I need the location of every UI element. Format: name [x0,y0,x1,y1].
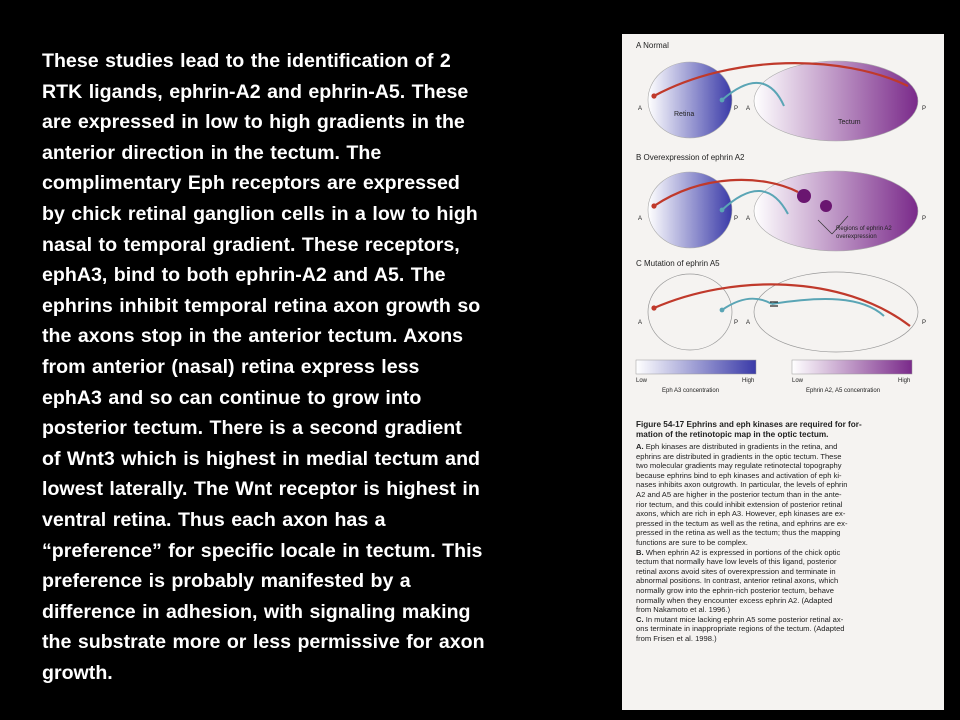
caption-section-marker: B. [636,547,644,557]
caption-line: rior tectum, and this could inhibit extension of posterior retinal [636,499,843,509]
text-line: difference in adhesion, with signaling making [42,600,471,623]
caption-line: from Nakamoto et al. 1996.) [636,605,731,615]
caption-line: axons, which are rich in eph A3. However, eph kinases are ex- [636,509,846,519]
caption-line: pressed in the tectum as well as the retina, and ephrins are ex- [636,518,848,528]
caption-section-marker: C. [636,614,644,624]
ephrin-overexpression-region [820,200,832,212]
text-line: These studies lead to the identification of 2 [42,50,451,72]
tectum-ellipse [754,61,918,141]
ephrin-gradient-bar [792,360,912,374]
figure-panel [622,34,944,710]
caption-line: ephrins are distributed in gradients in the optic tectum. These [636,451,842,461]
text-line: posterior tectum. There is a second gradient [42,417,462,440]
axon-soma [651,93,656,98]
text-line: preference is probably manifested by a [42,570,411,593]
retina-ellipse [648,62,732,138]
caption-line: from Frisen et al. 1998.) [636,633,717,643]
legend-high-label: High [898,378,911,384]
figure-caption [636,420,932,643]
text-line: ephA3 and so can continue to grow into [42,386,422,409]
caption-section-marker: A. [636,442,644,451]
text-line: complimentary Eph receptors are expressed [42,172,460,195]
posterior-label: P [734,216,739,222]
legend-ephrin-label: Ephrin A2, A5 concentration [806,388,881,394]
posterior-label: P [734,106,739,112]
text-line: ephrins inhibit temporal retina axon growth so [42,294,481,317]
text-line: by chick retinal ganglion cells in a low to high [42,202,478,225]
legend-low-label: Low [792,378,804,384]
caption-line: ons terminate in inappropriate regions of the tectum. (Adapted [636,624,845,634]
anterior-label: A [746,320,751,326]
axon-soma [720,208,725,213]
panel-c-title: C Mutation of ephrin A5 [636,259,720,268]
legend-eph [636,360,756,394]
retina-ellipse [648,274,732,350]
axon-soma [651,203,656,208]
retina-label: Retina [674,111,695,118]
text-line: RTK ligands, ephrin-A2 and ephrin-A5. These [42,80,469,103]
text-line: anterior direction in the tectum. The [42,141,382,164]
text-line: lowest laterally. The Wnt receptor is highest in [42,478,480,501]
caption-line: retinal axons avoid sites of overexpression and terminate in [636,566,836,576]
posterior-label: P [922,320,927,326]
panel-a [636,41,926,141]
caption-line: nases inhibits axon outgrowth. In particular, the levels of ephrin [636,480,848,490]
caption-line: abnormal positions. In contrast, anterior retinal axons, which [636,576,839,586]
caption-title [636,420,932,440]
caption-line: because ephrins bind to eph kinases and activation of eph ki- [636,470,842,480]
retina-ellipse [648,172,732,248]
posterior-label: P [922,106,927,112]
axon-soma [651,305,656,310]
caption-line: pressed in the retina as well as the tectum; thus the mapping [636,528,841,538]
eph-gradient-bar [636,360,756,374]
main-text [42,46,617,688]
ephrin-overexpression-region [797,189,811,203]
region-label: Regions of ephrin A2 [836,226,892,232]
caption-line: A. Eph kinases are distributed in gradients in the retina, and [636,442,838,451]
tectum-label: Tectum [838,119,861,126]
legend-ephrin [792,360,912,394]
region-label: overexpression [836,234,877,240]
anterior-label: A [746,106,751,112]
legend-eph-label: Eph A3 concentration [662,388,720,394]
anterior-label: A [638,106,643,112]
caption-title-line: mation of the retinotopic map in the optic tectum. [636,430,829,439]
panel-b-title: B Overexpression of ephrin A2 [636,153,745,162]
posterior-label: P [734,320,739,326]
caption-title-line: Figure 54-17 Ephrins and eph kinases are required for for- [636,420,862,429]
text-line: ventral retina. Thus each axon has a [42,508,386,531]
text-line: nasal to temporal gradient. These receptors, [42,233,460,256]
legend-low-label: Low [636,378,648,384]
axon-soma [720,308,725,313]
anterior-label: A [746,216,751,222]
panel-b [636,153,926,251]
text-line: the substrate more or less permissive for axon [42,631,485,654]
legend-high-label: High [742,378,755,384]
text-line: of Wnt3 which is highest in medial tectum and [42,447,481,470]
caption-line: tectum that normally have low levels of this ligand, posterior [636,557,837,567]
caption-line: normally when they encounter excess ephrin A2. (Adapted [636,595,833,605]
anterior-label: A [638,320,643,326]
axon-soma [720,98,725,103]
text-line: “preference” for specific locale in tectum. This [42,539,483,562]
caption-line: normally grow into the ephrin-rich posterior tectum, behave [636,585,834,595]
caption-line: functions are sure to be complex. [636,537,748,547]
figure-diagram [622,34,944,414]
text-line: ephA3, bind to both ephrin-A2 and A5. The [42,264,446,287]
caption-line: A2 and A5 are higher in the posterior tectum than in the ante- [636,489,842,499]
text-line: from anterior (nasal) retina express less [42,355,420,378]
panel-c [636,259,926,352]
panel-a-title: A Normal [636,41,669,50]
posterior-label: P [922,216,927,222]
text-line: are expressed in low to high gradients in the [42,111,465,134]
text-line: the axons stop in the anterior tectum. Axons [42,325,464,348]
caption-line: C. In mutant mice lacking ephrin A5 some posterior retinal ax- [636,614,844,624]
caption-line: two molecular gradients may regulate retinotectal topography [636,461,842,471]
caption-line: B. When ephrin A2 is expressed in portions of the chick optic [636,547,841,557]
anterior-label: A [638,216,643,222]
text-line: growth. [42,661,113,684]
